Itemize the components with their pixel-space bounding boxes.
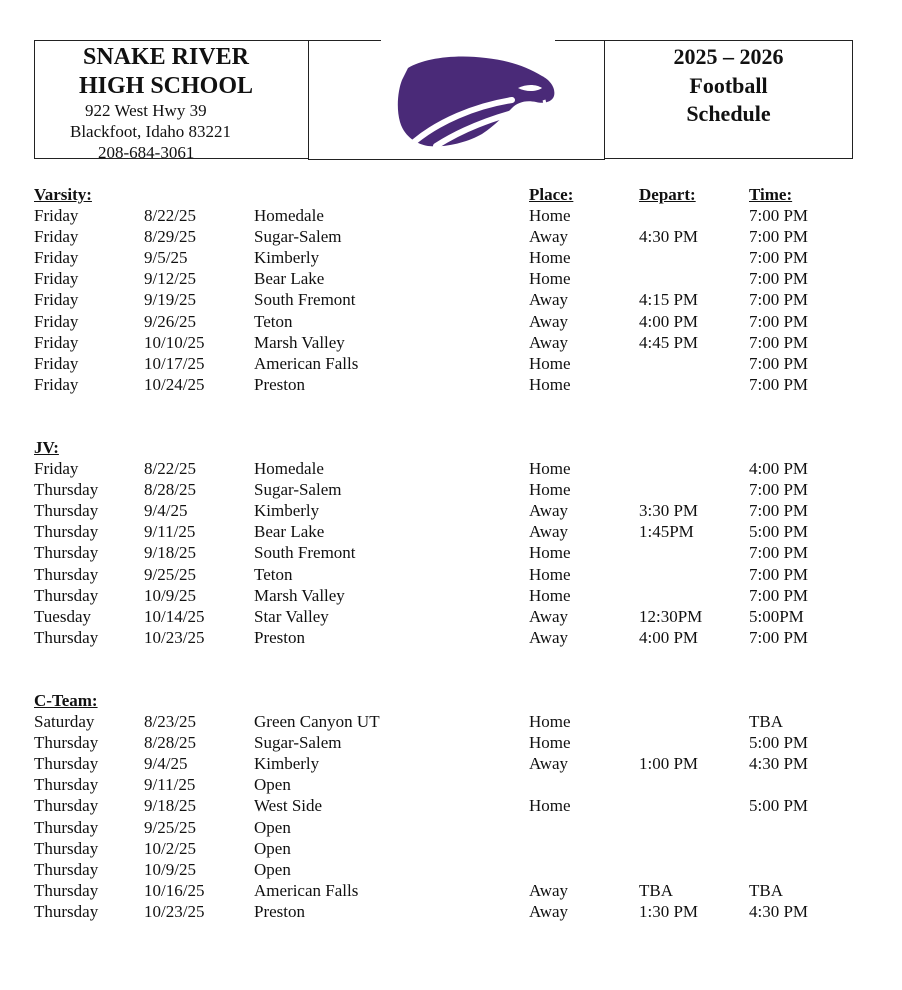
game-day: Thursday: [34, 627, 99, 647]
game-place: Away: [529, 627, 569, 647]
game-start-time: 7:00 PM: [749, 374, 809, 394]
game-date: 9/12/25: [144, 269, 196, 289]
game-opponent: American Falls: [254, 353, 359, 373]
game-date: 9/5/25: [144, 248, 188, 268]
game-date: 9/26/25: [144, 311, 196, 331]
table-row: [0, 312, 902, 333]
game-start-time: 7:00 PM: [749, 332, 809, 352]
game-date: 9/18/25: [144, 543, 196, 563]
game-opponent: Kimberly: [254, 501, 320, 521]
game-day: Thursday: [34, 817, 99, 837]
game-start-time: 7:00 PM: [749, 543, 809, 563]
game-start-time: 5:00 PM: [749, 733, 809, 753]
game-start-time: 7:00 PM: [749, 627, 809, 647]
game-day: Friday: [34, 290, 79, 310]
game-date: 10/9/25: [144, 859, 196, 879]
game-day: Thursday: [34, 564, 99, 584]
table-row: [0, 501, 902, 522]
game-opponent: Open: [254, 859, 291, 879]
game-start-time: 7:00 PM: [749, 269, 809, 289]
game-date: 10/24/25: [144, 374, 205, 394]
street-address: 922 West Hwy 39: [85, 101, 207, 120]
game-start-time: 7:00 PM: [749, 585, 809, 605]
game-depart-time: 4:15 PM: [639, 290, 699, 310]
game-day: Thursday: [34, 585, 99, 605]
game-day: Thursday: [34, 796, 99, 816]
game-opponent: Open: [254, 838, 291, 858]
game-place: Home: [529, 459, 571, 478]
game-opponent: Preston: [254, 901, 305, 921]
game-date: 9/11/25: [144, 522, 196, 542]
game-day: Friday: [34, 269, 79, 289]
panther-head-logo-icon: [394, 50, 560, 150]
game-place: Away: [529, 290, 569, 310]
table-row: [0, 480, 902, 501]
table-row: [0, 290, 902, 311]
game-opponent: South Fremont: [254, 543, 356, 563]
game-opponent: Homedale: [254, 459, 324, 478]
table-row: [0, 459, 902, 480]
game-date: 10/14/25: [144, 606, 205, 626]
game-opponent: South Fremont: [254, 290, 356, 310]
game-day: Thursday: [34, 880, 99, 900]
game-depart-time: 4:45 PM: [639, 332, 699, 352]
city-address: Blackfoot, Idaho 83221: [70, 122, 231, 141]
game-start-time: 7:00 PM: [749, 311, 809, 331]
game-place: Home: [529, 585, 571, 605]
game-depart-time: 1:45PM: [639, 522, 694, 542]
game-place: Away: [529, 901, 569, 921]
game-date: 9/11/25: [144, 775, 196, 795]
game-start-time: 7:00 PM: [749, 353, 809, 373]
game-day: Thursday: [34, 859, 99, 879]
table-row: [0, 565, 902, 586]
game-start-time: 5:00PM: [749, 606, 804, 626]
game-day: Thursday: [34, 480, 99, 500]
season-title: [605, 43, 852, 129]
game-depart-time: 4:30 PM: [639, 227, 699, 247]
game-opponent: Open: [254, 817, 291, 837]
jv-section-label: JV:: [34, 438, 59, 457]
game-place: Home: [529, 543, 571, 563]
game-opponent: Sugar-Salem: [254, 733, 342, 753]
game-start-time: 4:00 PM: [749, 459, 809, 478]
game-day: Thursday: [34, 733, 99, 753]
game-depart-time: 12:30PM: [639, 606, 703, 626]
game-date: 10/10/25: [144, 332, 205, 352]
game-date: 8/22/25: [144, 206, 196, 225]
game-date: 9/25/25: [144, 564, 196, 584]
game-start-time: 7:00 PM: [749, 480, 809, 500]
game-opponent: Sugar-Salem: [254, 227, 342, 247]
table-row: [0, 522, 902, 543]
game-place: Away: [529, 880, 569, 900]
game-day: Thursday: [34, 543, 99, 563]
game-day: Thursday: [34, 901, 99, 921]
game-opponent: Kimberly: [254, 248, 320, 268]
season-info-box: [604, 40, 853, 159]
game-opponent: West Side: [254, 796, 323, 816]
game-start-time: 5:00 PM: [749, 796, 809, 816]
game-opponent: Bear Lake: [254, 522, 325, 542]
game-date: 8/22/25: [144, 459, 196, 478]
table-row: [0, 754, 902, 775]
table-row: [0, 248, 902, 269]
game-date: 8/29/25: [144, 227, 196, 247]
game-place: Away: [529, 311, 569, 331]
game-start-time: 4:30 PM: [749, 901, 809, 921]
game-place: Home: [529, 564, 571, 584]
game-day: Friday: [34, 248, 79, 268]
varsity-section-label: Varsity:: [34, 185, 92, 204]
game-day: Friday: [34, 353, 79, 373]
game-date: 10/16/25: [144, 880, 205, 900]
game-depart-time: 1:30 PM: [639, 901, 699, 921]
table-row: [0, 206, 902, 227]
table-row: [0, 333, 902, 354]
table-row: [0, 269, 902, 290]
place-column-header: Place:: [529, 185, 574, 204]
game-place: Home: [529, 712, 571, 731]
game-opponent: Teton: [254, 564, 293, 584]
table-row: [0, 775, 902, 796]
game-day: Thursday: [34, 522, 99, 542]
table-row: [0, 586, 902, 607]
game-start-time: 7:00 PM: [749, 501, 809, 521]
depart-column-header: Depart:: [639, 185, 696, 204]
table-row: [0, 881, 902, 902]
game-date: 9/25/25: [144, 817, 196, 837]
game-date: 8/23/25: [144, 712, 196, 731]
game-opponent: Bear Lake: [254, 269, 325, 289]
game-place: Away: [529, 754, 569, 774]
game-day: Tuesday: [34, 606, 91, 626]
game-day: Thursday: [34, 501, 99, 521]
game-start-time: 5:00 PM: [749, 522, 809, 542]
game-day: Saturday: [34, 712, 95, 731]
game-day: Thursday: [34, 754, 99, 774]
game-day: Friday: [34, 374, 79, 394]
game-depart-time: 1:00 PM: [639, 754, 699, 774]
table-row: [0, 354, 902, 375]
game-opponent: American Falls: [254, 880, 359, 900]
game-opponent: Star Valley: [254, 606, 329, 626]
game-opponent: Green Canyon UT: [254, 712, 380, 731]
table-row: [0, 733, 902, 754]
time-column-header: Time:: [749, 185, 793, 204]
game-date: 10/2/25: [144, 838, 196, 858]
game-start-time: 7:00 PM: [749, 290, 809, 310]
game-place: Away: [529, 501, 569, 521]
game-place: Home: [529, 206, 571, 225]
table-row: [0, 860, 902, 881]
school-name-line1: SNAKE RIVER: [82, 44, 250, 70]
game-date: 9/18/25: [144, 796, 196, 816]
table-row: [0, 712, 902, 733]
game-place: Home: [529, 248, 571, 268]
table-row: [0, 375, 902, 396]
game-opponent: Sugar-Salem: [254, 480, 342, 500]
game-start-time: TBA: [749, 880, 783, 900]
game-place: Home: [529, 353, 571, 373]
table-row: [0, 839, 902, 860]
game-day: Friday: [34, 459, 79, 478]
cteam-section-label: C-Team:: [34, 691, 98, 710]
game-opponent: Marsh Valley: [254, 332, 345, 352]
game-opponent: Marsh Valley: [254, 585, 345, 605]
game-start-time: 7:00 PM: [749, 206, 809, 225]
table-row: [0, 607, 902, 628]
game-place: Home: [529, 796, 571, 816]
game-day: Friday: [34, 206, 79, 225]
phone-number: 208-684-3061: [98, 143, 195, 162]
game-date: 9/4/25: [144, 754, 188, 774]
school-name-line2: HIGH SCHOOL: [78, 73, 254, 99]
table-row: [0, 227, 902, 248]
game-opponent: Kimberly: [254, 754, 320, 774]
game-day: Friday: [34, 311, 79, 331]
game-date: 8/28/25: [144, 480, 196, 500]
table-row: [0, 796, 902, 817]
table-row: [0, 902, 902, 923]
game-place: Home: [529, 269, 571, 289]
game-date: 9/19/25: [144, 290, 196, 310]
game-place: Away: [529, 606, 569, 626]
game-start-time: 7:00 PM: [749, 564, 809, 584]
game-date: 10/9/25: [144, 585, 196, 605]
game-start-time: 4:30 PM: [749, 754, 809, 774]
title-line2: Schedule: [686, 101, 771, 126]
game-start-time: 7:00 PM: [749, 227, 809, 247]
game-day: Friday: [34, 332, 79, 352]
game-day: Thursday: [34, 838, 99, 858]
game-opponent: Preston: [254, 374, 305, 394]
game-place: Away: [529, 522, 569, 542]
game-depart-time: TBA: [639, 880, 673, 900]
game-opponent: Homedale: [254, 206, 324, 225]
game-opponent: Open: [254, 775, 291, 795]
game-place: Home: [529, 374, 571, 394]
game-start-time: TBA: [749, 712, 783, 731]
game-opponent: Teton: [254, 311, 293, 331]
game-date: 9/4/25: [144, 501, 188, 521]
game-day: Friday: [34, 227, 79, 247]
school-info-box: [34, 40, 309, 162]
game-date: 8/28/25: [144, 733, 196, 753]
table-row: [0, 818, 902, 839]
game-date: 10/17/25: [144, 353, 205, 373]
game-place: Home: [529, 480, 571, 500]
game-date: 10/23/25: [144, 627, 205, 647]
schedule-header: [34, 40, 852, 161]
logo-box: [308, 40, 605, 161]
game-place: Home: [529, 733, 571, 753]
game-depart-time: 4:00 PM: [639, 311, 699, 331]
table-row: [0, 628, 902, 649]
game-date: 10/23/25: [144, 901, 205, 921]
school-name: [35, 43, 297, 101]
table-row: [0, 543, 902, 564]
game-place: Away: [529, 332, 569, 352]
game-opponent: Preston: [254, 627, 305, 647]
title-line1: Football: [689, 72, 768, 98]
game-depart-time: 4:00 PM: [639, 627, 699, 647]
game-day: Thursday: [34, 775, 99, 795]
game-start-time: 7:00 PM: [749, 248, 809, 268]
season-years: 2025 – 2026: [673, 44, 784, 69]
game-place: Away: [529, 227, 569, 247]
game-depart-time: 3:30 PM: [639, 501, 699, 521]
